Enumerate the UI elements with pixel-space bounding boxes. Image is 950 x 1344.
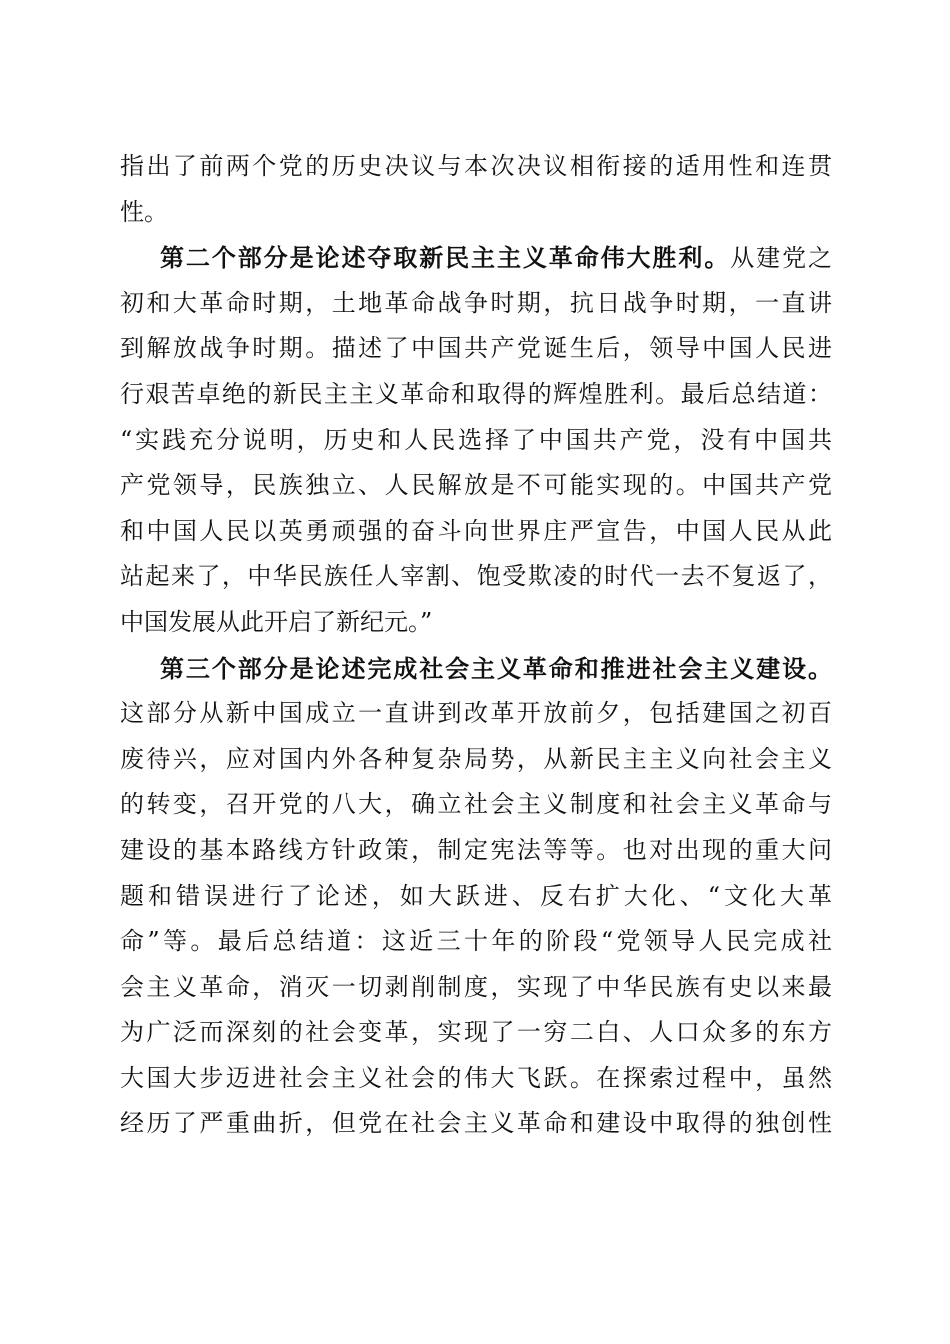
paragraph-2-heading-line <box>120 235 832 281</box>
text-line: 命”等。最后总结道：这近三十年的阶段“党领导人民完成社 <box>120 927 832 956</box>
text-line: 性。 <box>120 197 168 226</box>
section-heading: 第三个部分是论述完成社会主义革命和推进社会主义建设。 <box>160 653 832 683</box>
text-line: 产党领导，民族独立、人民解放是不可能实现的。中国共产党 <box>120 471 832 500</box>
text-line: 站起来了，中华民族任人宰割、饱受欺凌的时代一去不复返了， <box>120 562 832 591</box>
section-heading: 第二个部分是论述夺取新民主主义革命伟大胜利。 <box>160 243 731 273</box>
text-line: 经历了严重曲折，但党在社会主义革命和建设中取得的独创性 <box>120 1109 832 1138</box>
text-line: “实践充分说明，历史和人民选择了中国共产党，没有中国共 <box>120 425 832 454</box>
text-line: 指出了前两个党的历史决议与本次决议相衔接的适用性和连贯 <box>120 152 832 180</box>
text-line: 题和错误进行了论述，如大跃进、反右扩大化、“文化大革 <box>120 881 832 910</box>
text-line: 和中国人民以英勇顽强的奋斗向世界庄严宣告，中国人民从此 <box>120 516 832 545</box>
document-page <box>120 144 832 1147</box>
text-line: 为广泛而深刻的社会变革，实现了一穷二白、人口众多的东方 <box>120 1018 832 1047</box>
text-line: 中国发展从此开启了新纪元。” <box>120 607 433 636</box>
text-line: 废待兴，应对国内外各种复杂局势，从新民主主义向社会主义 <box>120 744 832 773</box>
text-line: 的转变，召开党的八大，确立社会主义制度和社会主义革命与 <box>120 790 832 819</box>
text-span: 从建党之 <box>730 244 833 273</box>
text-line: 建设的基本路线方针政策，制定宪法等等。也对出现的重大问 <box>120 835 832 864</box>
text-line: 行艰苦卓绝的新民主主义革命和取得的辉煌胜利。最后总结道： <box>120 379 832 408</box>
paragraph-3-heading-line <box>120 646 832 692</box>
text-line: 会主义革命，消灭一切剥削制度，实现了中华民族有史以来最 <box>120 972 832 1001</box>
text-line: 初和大革命时期，土地革命战争时期，抗日战争时期，一直讲 <box>120 288 832 317</box>
text-line: 到解放战争时期。描述了中国共产党诞生后，领导中国人民进 <box>120 334 832 363</box>
text-line: 大国大步迈进社会主义社会的伟大飞跃。在探索过程中，虽然 <box>120 1063 832 1092</box>
text-line: 这部分从新中国成立一直讲到改革开放前夕，包括建国之初百 <box>120 699 832 728</box>
